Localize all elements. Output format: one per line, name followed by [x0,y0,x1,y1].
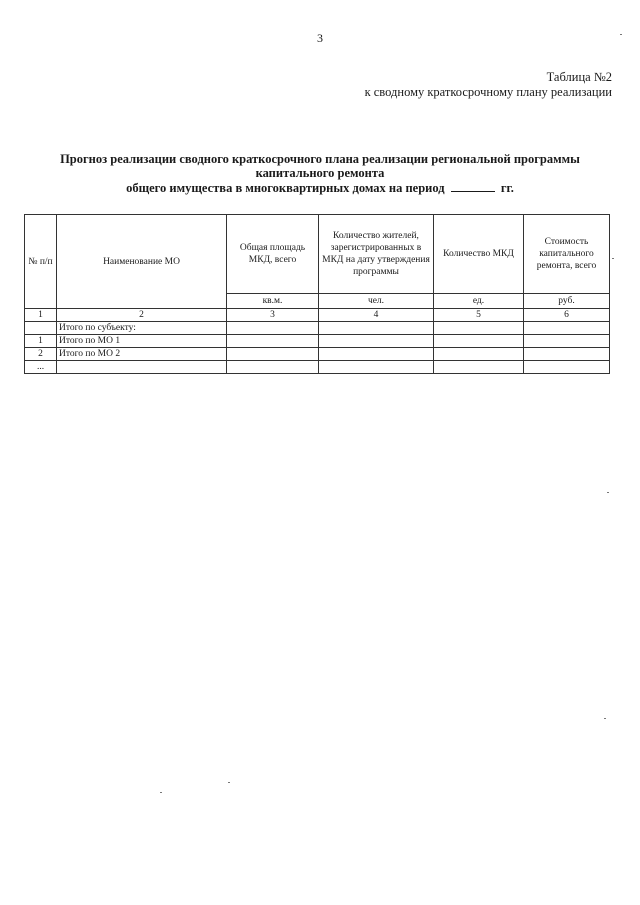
scan-speck [607,492,609,493]
row-num: 2 [25,348,57,361]
title-line-3-suffix: гг. [500,181,514,195]
row-cost-cell [524,335,610,348]
scan-speck [604,718,606,719]
row-cost-cell [524,348,610,361]
column-number: 5 [434,309,524,322]
page-number: 3 [317,31,323,45]
unit-residents: чел. [319,294,434,309]
row-mkd-count-cell [434,361,524,374]
row-name: Итого по МО 2 [57,348,227,361]
forecast-table [24,214,610,374]
scan-speck [612,258,614,259]
scan-speck [620,34,622,35]
scan-speck [160,792,162,793]
table-header-row [25,215,610,294]
header-area: Общая площадь МКД, всего [227,215,319,294]
unit-mkd-count: ед. [434,294,524,309]
scan-speck [228,782,230,783]
column-number: 2 [57,309,227,322]
unit-area: кв.м. [227,294,319,309]
row-cost-cell [524,361,610,374]
row-area-cell [227,322,319,335]
row-residents-cell [319,348,434,361]
table-row [25,322,610,335]
period-blank [451,180,495,192]
row-num [25,322,57,335]
column-number: 3 [227,309,319,322]
header-mkd-count: Количество МКД [434,215,524,294]
row-residents-cell [319,322,434,335]
column-number: 1 [25,309,57,322]
header-residents: Количество жителей, зарегистрированных в МКД на дату утверждения программы [319,215,434,294]
column-number: 4 [319,309,434,322]
table-row [25,361,610,374]
header-name: Наименование МО [57,215,227,309]
row-area-cell [227,361,319,374]
unit-cost: руб. [524,294,610,309]
column-number: 6 [524,309,610,322]
row-cost-cell [524,322,610,335]
title-line-2: капитального ремонта [255,166,385,180]
table-row [25,348,610,361]
header-cost: Стоимость капитального ремонта, всего [524,215,610,294]
row-mkd-count-cell [434,335,524,348]
column-numbers-row [25,309,610,322]
row-name [57,361,227,374]
row-area-cell [227,348,319,361]
row-area-cell [227,335,319,348]
row-name: Итого по МО 1 [57,335,227,348]
row-num: 1 [25,335,57,348]
row-mkd-count-cell [434,322,524,335]
table-label: Таблица №2 [546,70,612,84]
row-residents-cell [319,361,434,374]
table-reference [365,70,612,100]
document-title [30,152,610,195]
row-num: ... [25,361,57,374]
header-num: № п/п [25,215,57,309]
title-line-1: Прогноз реализации сводного краткосрочного плана реализации региональной программы [60,152,580,166]
table-row [25,335,610,348]
row-residents-cell [319,335,434,348]
row-name: Итого по субъекту: [57,322,227,335]
table-subtitle: к сводному краткосрочному плану реализации [364,85,612,99]
title-line-3 [30,180,610,195]
row-mkd-count-cell [434,348,524,361]
title-line-3-prefix: общего имущества в многоквартирных домах на период [126,181,445,195]
